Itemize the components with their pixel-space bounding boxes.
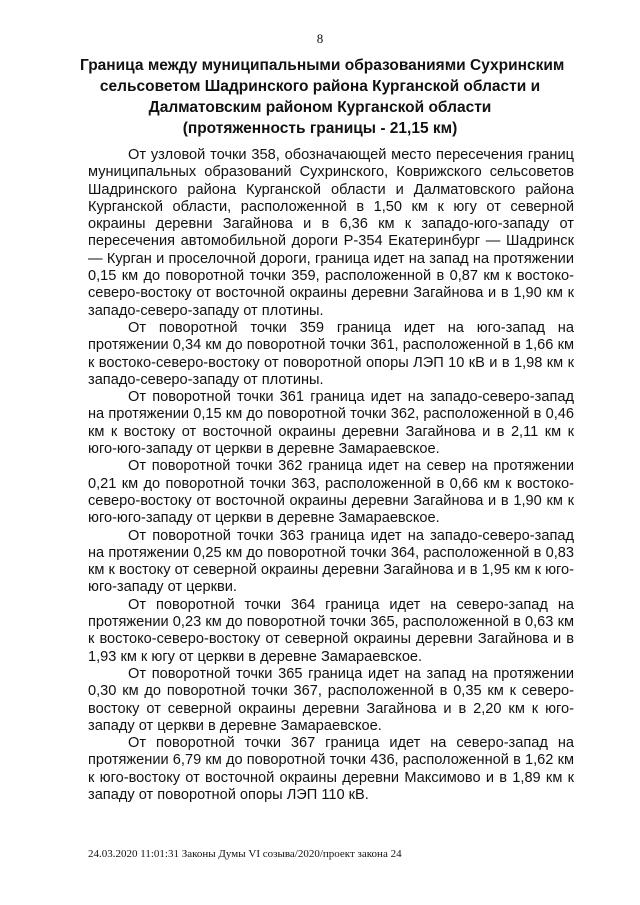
title-line: Далматовским районом Курганской области [148, 99, 492, 116]
boundary-description [88, 147, 574, 804]
page-number: 8 [316, 31, 324, 46]
paragraph: От поворотной точки 364 граница идет на северо-запад на протяжении 0,23 км до поворотной точки 365, расположенной в 0,63 км к востоко-северо-востоку от северной окраины деревни Загайнова и в 1,93 км к югу от церкви в деревне Замараевское. [88, 596, 574, 665]
title-line: Граница между муниципальными образованиями Сухринским [80, 57, 565, 74]
paragraph: От узловой точки 358, обозначающей место пересечения границ муниципальных образований Сухринского, Коврижского сельсоветов Шадринского района Курганской области и Далматовского района Курганской области, расположенной в 1,50 км к югу от северной окраины деревни Загайнова и в 6,36 км к западо-юго-западу от пересечения автомобильной дороги Р-354 Екатеринбург — Шадринск — Курган и проселочной дороги, граница идет на запад на протяжении 0,15 км до поворотной точки 359, расположенной в 0,87 км к востоко-северо-востоку от восточной окраины деревни Загайнова и в 1,90 км к западо-северо-западу от плотины. [88, 147, 574, 319]
title-line: сельсоветом Шадринского района Курганской области и [99, 78, 541, 95]
document-footer: 24.03.2020 11:01:31 Законы Думы VI созыва/2020/проект закона 24 [88, 848, 402, 860]
paragraph: От поворотной точки 365 граница идет на запад на протяжении 0,30 км до поворотной точки 367, расположенной в 0,35 км к северо-востоку от северной окраины деревни Загайнова и в 2,20 км к юго-западу от церкви в деревне Замараевское. [88, 665, 574, 734]
paragraph: От поворотной точки 359 граница идет на юго-запад на протяжении 0,34 км до поворотной точки 361, расположенной в 1,66 км к востоко-северо-востоку от поворотной опоры ЛЭП 10 кВ и в 1,98 км к западо-северо-западу от плотины. [88, 319, 574, 388]
paragraph: От поворотной точки 363 граница идет на западо-северо-запад на протяжении 0,25 км до поворотной точки 364, расположенной в 0,83 км к востоку от северной окраины деревни Загайнова и в 1,95 км к юго-юго-западу от церкви. [88, 527, 574, 596]
section-title [80, 55, 565, 139]
paragraph: От поворотной точки 361 граница идет на западо-северо-запад на протяжении 0,15 км до поворотной точки 362, расположенной в 0,46 км к востоку от восточной окраины деревни Загайнова и в 2,11 км к юго-юго-западу от церкви в деревне Замараевское. [88, 389, 574, 458]
paragraph: От поворотной точки 367 граница идет на северо-запад на протяжении 6,79 км до поворотной точки 436, расположенной в 1,62 км к юго-востоку от восточной окраины деревни Максимово и в 1,89 км к западу от поворотной опоры ЛЭП 110 кВ. [88, 735, 574, 803]
paragraph: От поворотной точки 362 граница идет на север на протяжении 0,21 км до поворотной точки 363, расположенной в 0,66 км к востоко-северо-востоку от восточной окраины деревни Загайнова и в 1,90 км к юго-юго-западу от церкви в деревне Замараевское. [88, 458, 574, 527]
title-line: (протяженность границы - 21,15 км) [182, 120, 458, 137]
